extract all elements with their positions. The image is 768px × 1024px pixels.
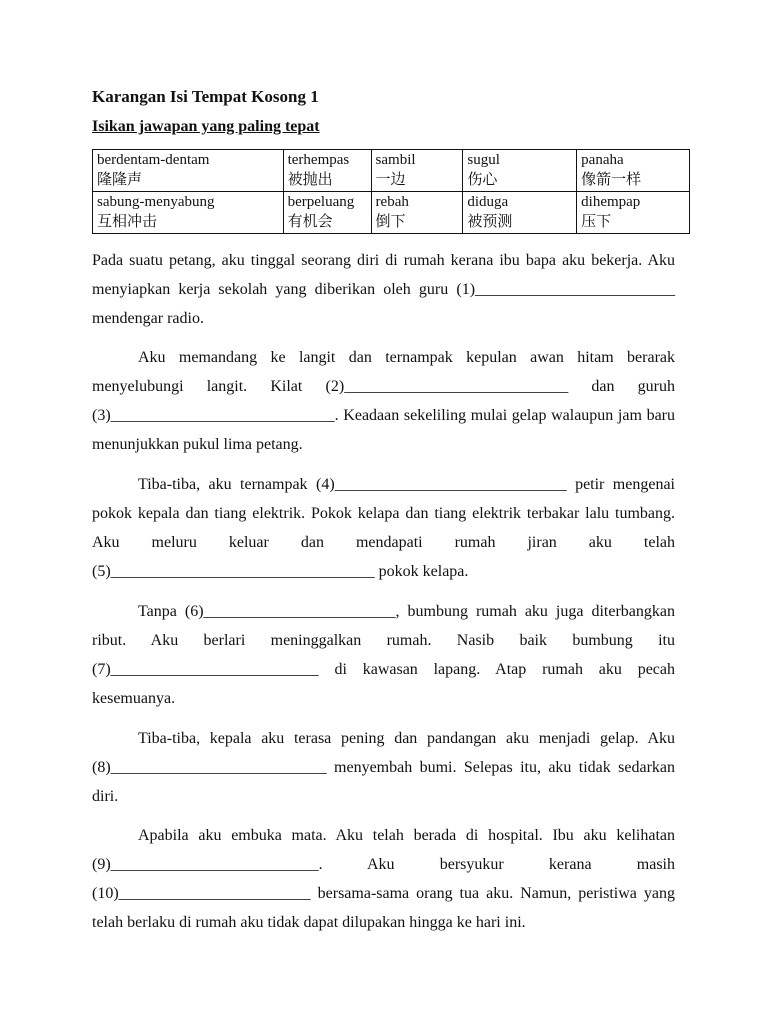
paragraph-text: Tanpa [138, 603, 185, 620]
malay-word: dihempap [581, 194, 641, 210]
malay-word: berdentam-dentam [97, 152, 210, 168]
malay-word: rebah [375, 194, 409, 210]
chinese-word: 隆隆声 [97, 170, 143, 188]
chinese-word: 互相冲击 [97, 212, 158, 230]
blank-8: (8)___________________________ [92, 759, 327, 776]
word-bank-table [92, 149, 690, 234]
word-cell [463, 150, 577, 192]
paragraph-3 [92, 470, 675, 586]
paragraph-text: , bumbung rumah aku juga diterbangkan ribut. Aku berlari meninggalkan rumah. Nasib baik bumbung itu [92, 603, 675, 649]
chinese-word: 像箭一样 [581, 170, 642, 188]
paragraph-text: . Keadaan sekeliling mulai gelap walaupun jam baru menunjukkan pukul lima petang. [92, 407, 675, 453]
blank-3: (3)____________________________ [92, 407, 335, 424]
word-cell [577, 150, 690, 192]
paragraph-text: menyembah bumi. Selepas itu, aku tidak sedarkan diri. [92, 759, 675, 805]
malay-word: sambil [375, 152, 416, 168]
word-cell [283, 150, 371, 192]
word-bank-row [93, 192, 690, 234]
paragraph-4 [92, 597, 675, 713]
malay-word: terhempas [287, 152, 350, 168]
chinese-word: 一边 [375, 170, 406, 188]
chinese-word: 压下 [581, 212, 612, 230]
paragraph-1 [92, 246, 675, 333]
paragraph-text: mendengar radio. [92, 310, 204, 327]
paragraph-text: . Aku bersyukur kerana masih [318, 856, 675, 873]
word-cell [371, 150, 463, 192]
malay-word: sabung-menyabung [97, 194, 215, 210]
chinese-word: 被抛出 [287, 170, 333, 188]
paragraph-text: petir mengenai pokok kepala dan tiang elektrik. Pokok kelapa dan tiang elektrik terbakar lalu tumbang. Aku meluru keluar dan mendapati rumah jiran aku telah [92, 476, 676, 551]
malay-word: sugul [467, 152, 500, 168]
chinese-word: 伤心 [467, 170, 498, 188]
blank-6: (6)________________________ [184, 603, 396, 620]
paragraph-6 [92, 821, 675, 937]
malay-word: berpeluang [287, 194, 355, 210]
malay-word: panaha [581, 152, 624, 168]
paragraph-text: Tiba-tiba, kepala aku terasa pening dan pandangan aku menjadi gelap. Aku [138, 730, 675, 747]
blank-1: (1)_________________________ [456, 281, 676, 298]
malay-word: diduga [467, 194, 509, 210]
paragraph-text: bersama-sama orang tua aku. Namun, peristiwa yang telah berlaku di rumah aku tidak dapat dilupakan hingga ke hari ini. [92, 885, 675, 931]
blank-5: (5)_________________________________ [92, 563, 375, 580]
paragraph-5 [92, 724, 675, 811]
worksheet-title: Karangan Isi Tempat Kosong 1 [92, 87, 319, 106]
blank-2: (2)____________________________ [325, 378, 569, 395]
paragraph-text: Aku memandang ke langit dan ternampak kepulan awan hitam berarak menyelubungi langit. Kilat [92, 349, 675, 395]
chinese-word: 倒下 [375, 212, 406, 230]
word-cell [577, 192, 690, 234]
blank-7: (7)__________________________ [92, 661, 319, 678]
word-cell [93, 150, 284, 192]
word-cell [371, 192, 463, 234]
paragraph-text: Tiba-tiba, aku ternampak [138, 476, 316, 493]
blank-4: (4)_____________________________ [315, 476, 567, 493]
instruction-heading: Isikan jawapan yang paling tepat [92, 118, 320, 135]
paragraph-2 [92, 343, 675, 459]
chinese-word: 被预测 [467, 212, 513, 230]
paragraph-text: di kawasan lapang. Atap rumah aku pecah kesemuanya. [92, 661, 675, 707]
blank-9: (9)__________________________ [92, 856, 319, 873]
word-cell [283, 192, 371, 234]
paragraph-text: dan guruh [568, 378, 675, 395]
blank-10: (10)________________________ [92, 885, 311, 902]
chinese-word: 有机会 [287, 212, 333, 230]
paragraph-text: pokok kelapa. [374, 563, 469, 580]
word-cell [93, 192, 284, 234]
word-cell [463, 192, 577, 234]
word-bank-row [93, 150, 690, 192]
paragraph-text: Apabila aku embuka mata. Aku telah berada di hospital. Ibu aku kelihatan [138, 827, 675, 844]
paragraph-text: Pada suatu petang, aku tinggal seorang diri di rumah kerana ibu bapa aku bekerja. Aku menyiapkan kerja sekolah yang diberikan oleh guru [92, 252, 675, 298]
